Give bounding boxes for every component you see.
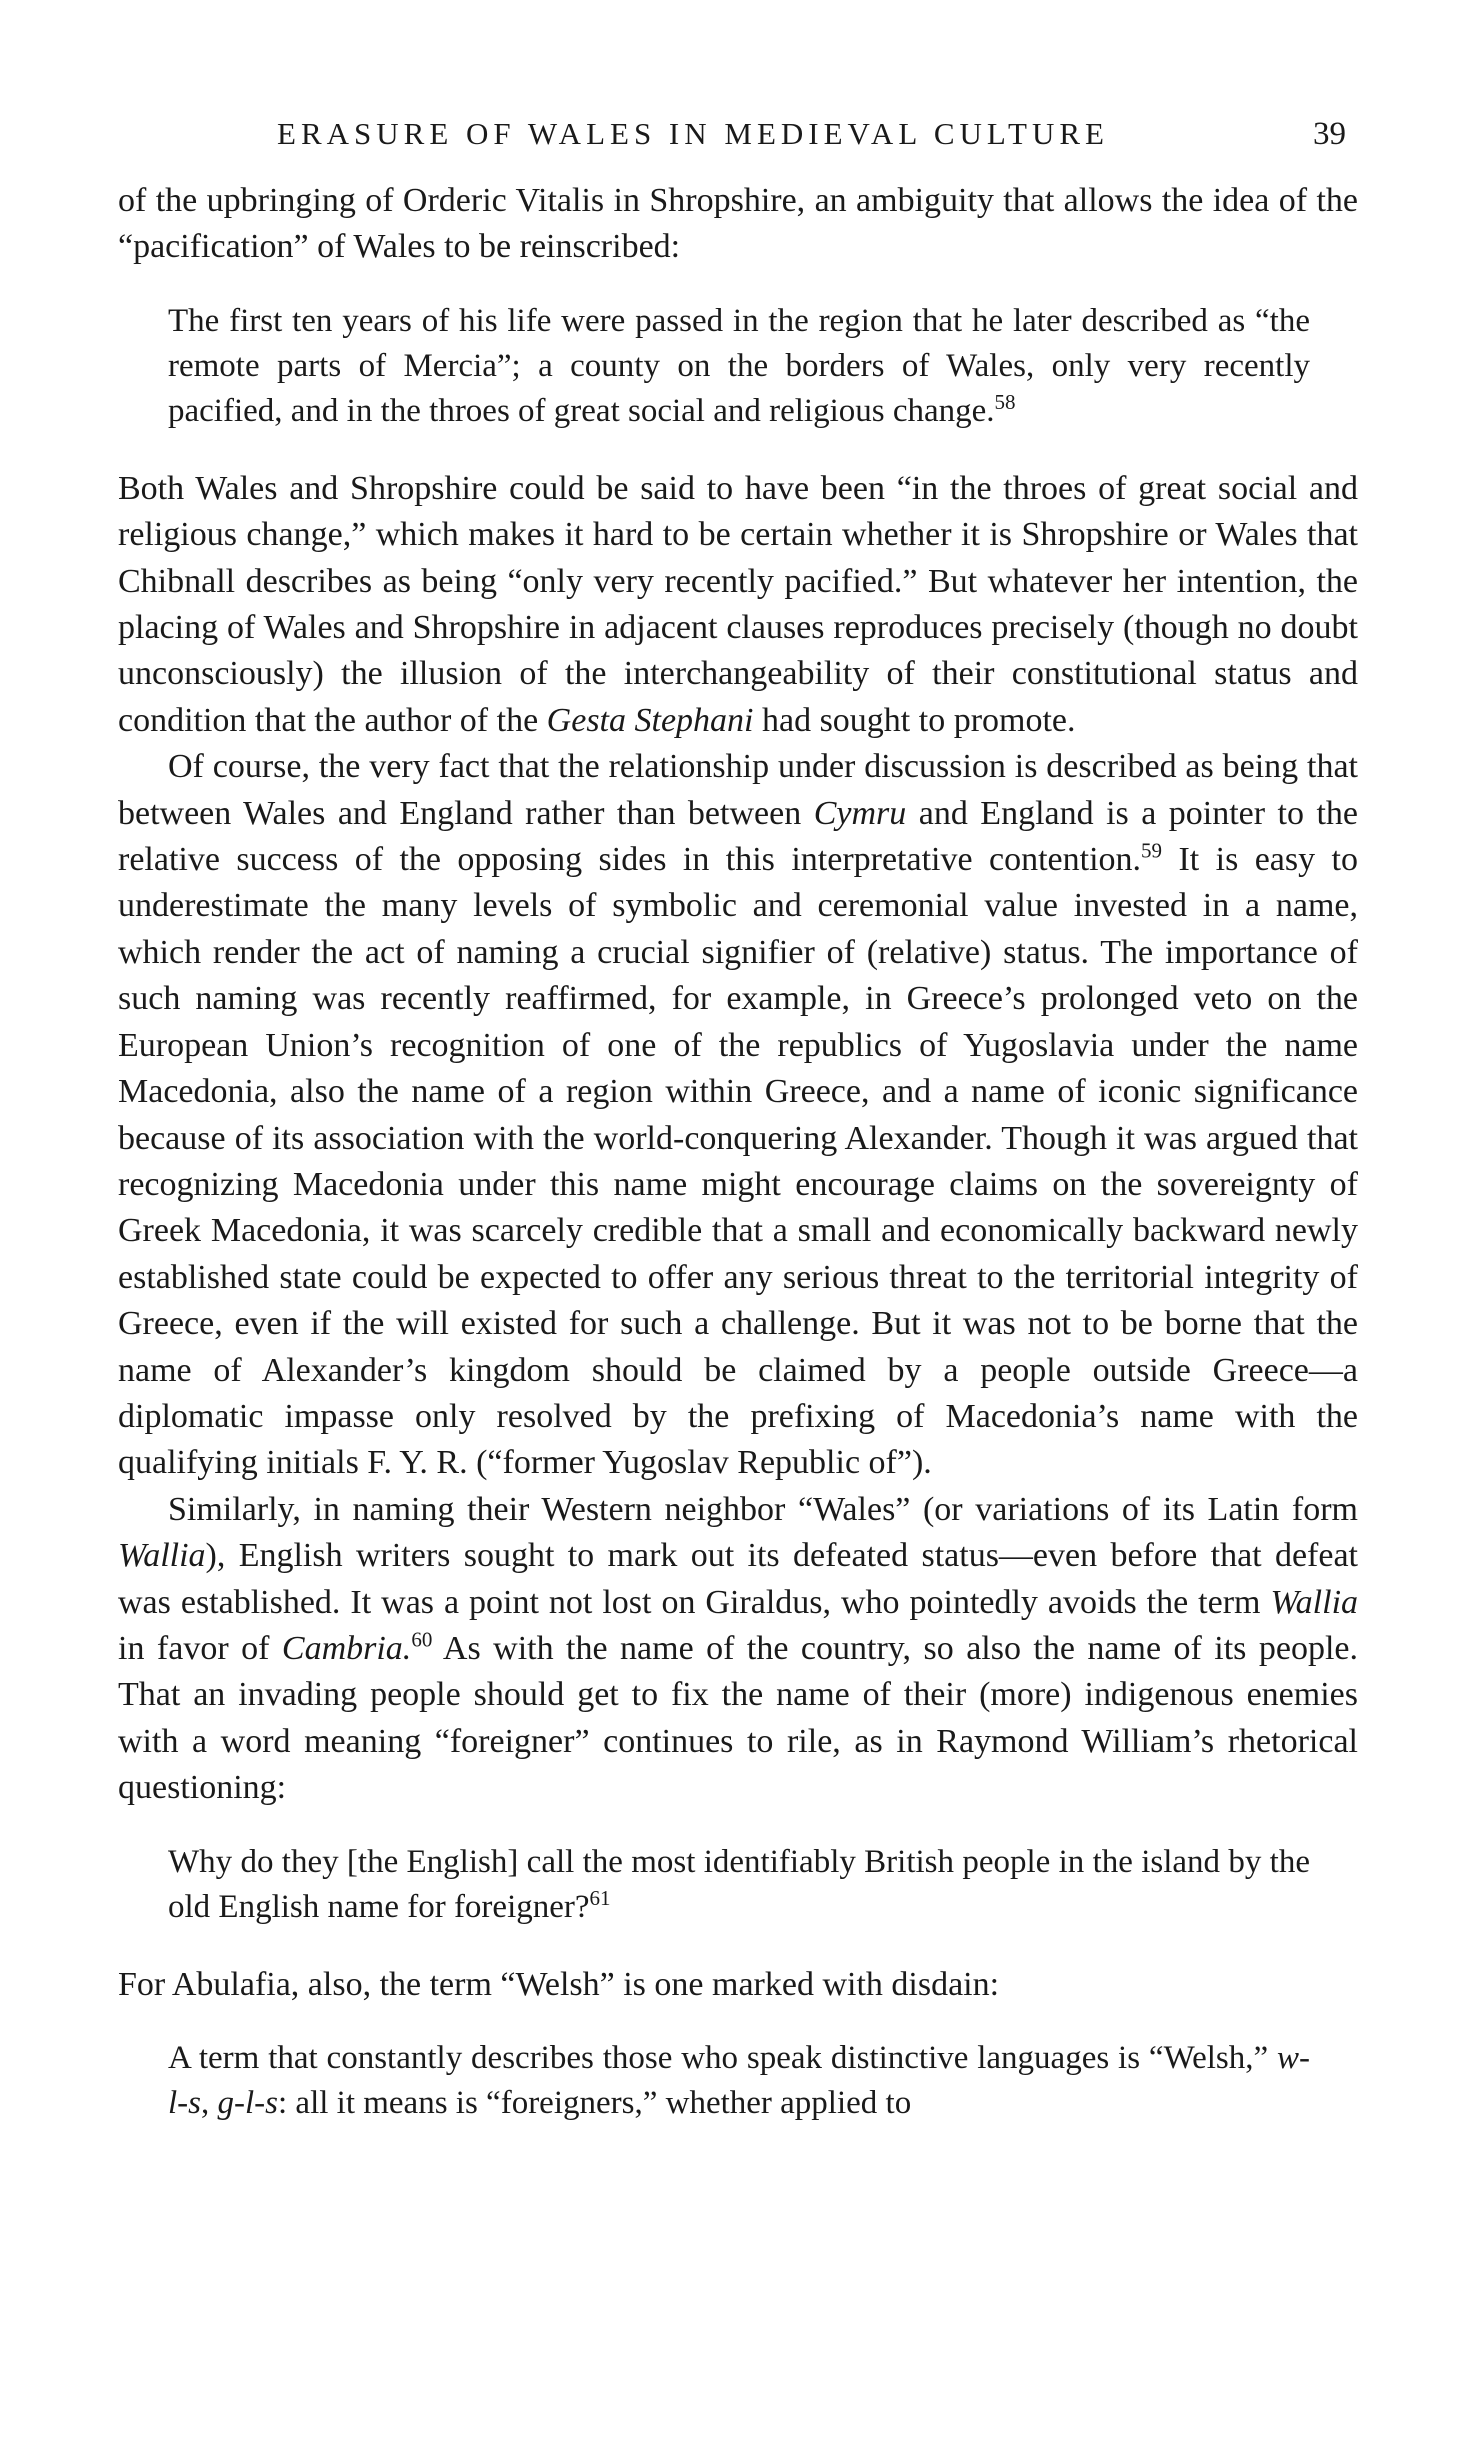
italic-term: Wallia bbox=[1270, 1583, 1359, 1621]
quote-text: A term that constantly describes those who speak distinctive languages is “Welsh,” bbox=[168, 2040, 1269, 2076]
page-number: 39 bbox=[1313, 116, 1346, 152]
paragraph-1 bbox=[118, 178, 1358, 271]
paragraph-3 bbox=[118, 744, 1358, 1487]
running-title: ERASURE OF WALES IN MEDIEVAL CULTURE bbox=[277, 116, 1109, 151]
quote-text: : all it means is “foreigners,” whether applied to bbox=[278, 2085, 912, 2121]
paragraph-text: in favor of bbox=[118, 1629, 270, 1667]
quote-text: The first ten years of his life were passed in the region that he later described as “the remote parts of Mercia”; a county on the borders of Wales, only very recently pacified, and in the throes of great social and religious change. bbox=[168, 302, 1310, 429]
paragraph-5 bbox=[118, 1962, 1358, 2008]
italic-term: Cambria. bbox=[281, 1629, 412, 1667]
footnote-ref-60[interactable]: 60 bbox=[411, 1627, 433, 1652]
footnote-ref-58[interactable]: 58 bbox=[994, 389, 1016, 414]
paragraph-text: ), English writers sought to mark out its defeated status—even before that defeat was established. It was a point not lost on Giraldus, who pointedly avoids the term bbox=[118, 1537, 1358, 1621]
italic-term: g-l-s bbox=[217, 2085, 278, 2121]
paragraph-text: As with the name of the country, so also the name of its people. That an invading people should get to fix the name of their (more) indigenous enemies with a word meaning “foreigner” continues to rile, as in Raymond William’s rhetorical questioning: bbox=[118, 1629, 1359, 1807]
italic-term: Cymru bbox=[813, 794, 907, 832]
italic-term: Wallia bbox=[118, 1537, 206, 1575]
separator: , bbox=[201, 2085, 210, 2121]
footnote-ref-61[interactable]: 61 bbox=[589, 1885, 611, 1910]
paragraph-text: It is easy to underestimate the many levels of symbolic and ceremonial value invested in a name, which render the act of naming a crucial signifier of (relative) status. The importance of such naming was recently reaffirmed, for example, in Greece’s prolonged veto on the European Union’s recognition of one of the republics of Yugoslavia under the name Macedonia, also the name of a region within Greece, and a name of iconic significance because of its association with the world-conquering Alexander. Though it was argued that recognizing Macedonia under this name might encourage claims on the sovereignty of Greek Macedonia, it was scarcely credible that a small and economically backward newly established state could be expected to offer any serious threat to the territorial integrity of Greece, even if the will existed for such a challenge. But it was not to be borne that the name of Alexander’s kingdom should be claimed by a people outside Greece—a diplomatic impasse only resolved by the prefixing of Macedonia’s name with the qualifying initials F. Y. R. (“former Yugoslav Republic of”). bbox=[118, 841, 1358, 1482]
paragraph-2 bbox=[118, 466, 1358, 744]
paragraph-text: of the upbringing of Orderic Vitalis in Shropshire, an ambiguity that allows the idea of the “pacification” of Wales to be reinscribed: bbox=[118, 182, 1358, 266]
running-head bbox=[118, 100, 1358, 160]
paragraph-text: had sought to promote. bbox=[761, 701, 1076, 739]
paragraph-text: Both Wales and Shropshire could be said to have been “in the throes of great social and religious change,” which makes it hard to be certain whether it is Shropshire or Wales that Chibnall describes as being “only very recently pacified.” But whatever her intention, the placing of Wales and Shropshire in adjacent clauses reproduces precisely (though no doubt unconsciously) the illusion of the interchangeability of their constitutional status and condition that the author of the bbox=[118, 469, 1358, 739]
italic-title: Gesta Stephani bbox=[546, 701, 754, 739]
paragraph-text: Of course, the very fact that the relationship under discussion is described as being that between Wales and England rather than between bbox=[118, 748, 1358, 832]
paragraph-4 bbox=[118, 1487, 1358, 1812]
paragraph-text: and England is a pointer to the relative success of the opposing sides in this interpretative contention. bbox=[118, 794, 1359, 879]
footnote-ref-59[interactable]: 59 bbox=[1141, 838, 1163, 863]
quote-text: Why do they [the English] call the most identifiably British people in the island by the old English name for foreigner? bbox=[168, 1843, 1310, 1925]
block-quote-2 bbox=[168, 1840, 1310, 1930]
block-quote-3 bbox=[168, 2036, 1310, 2126]
book-page bbox=[118, 100, 1358, 2158]
italic-term: w-l-s bbox=[168, 2040, 1311, 2121]
block-quote-1 bbox=[168, 299, 1310, 434]
paragraph-text: Similarly, in naming their Western neighbor “Wales” (or variations of its Latin form bbox=[168, 1490, 1358, 1528]
paragraph-text: For Abulafia, also, the term “Welsh” is one marked with disdain: bbox=[118, 1965, 1000, 2003]
